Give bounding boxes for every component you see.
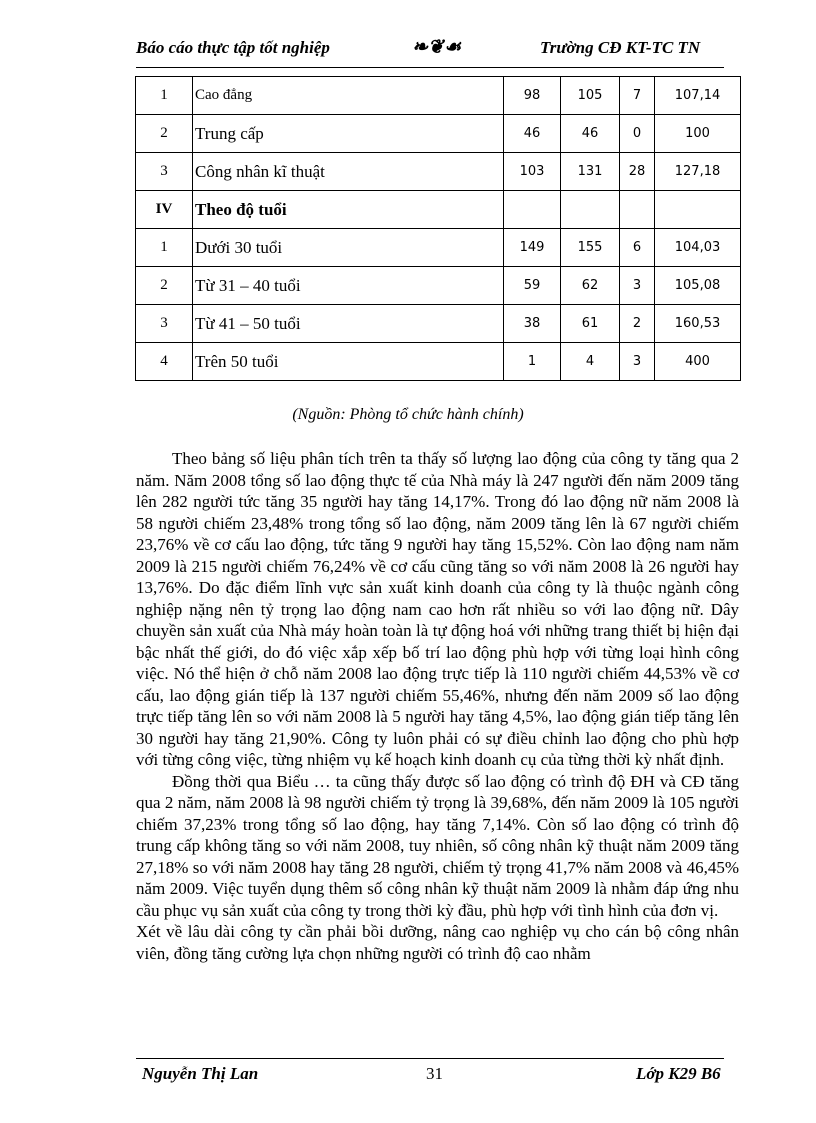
value-2009: 62	[561, 267, 620, 305]
value-2008: 46	[504, 115, 561, 153]
table-row	[136, 77, 741, 115]
footer-author: Nguyễn Thị Lan	[142, 1064, 259, 1083]
value-percent: 107,14	[655, 77, 741, 115]
value-percent: 100	[655, 115, 741, 153]
row-label: Cao đẳng	[193, 77, 504, 115]
row-label: Dưới 30 tuổi	[193, 229, 504, 267]
row-number: 2	[136, 115, 193, 153]
footer-divider	[136, 1058, 724, 1059]
value-difference: 0	[620, 115, 655, 153]
value-difference: 2	[620, 305, 655, 343]
value-2008: 38	[504, 305, 561, 343]
value-difference: 6	[620, 229, 655, 267]
row-number: 4	[136, 343, 193, 381]
value-2009: 105	[561, 77, 620, 115]
page-number: 31	[426, 1064, 443, 1083]
section-title: Theo độ tuổi	[193, 191, 504, 229]
page-footer	[136, 1064, 736, 1088]
value-2009: 46	[561, 115, 620, 153]
value-2008: 103	[504, 153, 561, 191]
table-row	[136, 267, 741, 305]
value-difference: 7	[620, 77, 655, 115]
value-difference: 28	[620, 153, 655, 191]
value-2008: 149	[504, 229, 561, 267]
paragraph: Đồng thời qua Biểu … ta cũng thấy được số lao động có trình độ ĐH và CĐ tăng qua 2 năm, năm 2008 là 98 người chiếm tỷ trọng là 39,68%, đến năm 2009 là 105 người chiếm 37,23% trong tổng số lao động, hay tăng 7,14%. Còn số lao động có trình độ trung cấp không tăng so với năm 2008, tuy nhiên, số công nhân kỹ thuật năm 2009 tăng 27,18% so với năm 2008 hay tăng 28 người, chiếm tỷ trọng 41,7% năm 2008 và 46,45% năm 2009. Việc tuyển dụng thêm số công nhân kỹ thuật năm 2009 là nhằm đáp ứng nhu cầu phục vụ sản xuất của công ty trong thời kỳ đầu, phù hợp với tình hình của đơn vị.	[136, 771, 739, 920]
value-2009	[561, 191, 620, 229]
row-number: 1	[136, 229, 193, 267]
value-percent: 400	[655, 343, 741, 381]
table-row	[136, 305, 741, 343]
table-row	[136, 153, 741, 191]
header-divider	[136, 67, 724, 68]
table-row	[136, 115, 741, 153]
value-2009: 61	[561, 305, 620, 343]
page-header	[136, 38, 736, 64]
table-row	[136, 343, 741, 381]
labor-statistics-table	[135, 76, 741, 381]
header-ornament-icon: ❧❦☙	[412, 37, 461, 58]
paragraph: Xét về lâu dài công ty cần phải bồi dưỡng, nâng cao nghiệp vụ cho cán bộ công nhân viên, đồng tăng cường lựa chọn những người có trình độ cao nhằm	[136, 922, 739, 963]
row-number: 3	[136, 305, 193, 343]
row-number: 2	[136, 267, 193, 305]
header-report-title: Báo cáo thực tập tốt nghiệp	[136, 38, 330, 57]
value-difference: 3	[620, 267, 655, 305]
row-label: Từ 41 – 50 tuổi	[193, 305, 504, 343]
table-source-note: (Nguồn: Phòng tổ chức hành chính)	[292, 406, 524, 423]
value-percent: 104,03	[655, 229, 741, 267]
value-2009: 131	[561, 153, 620, 191]
row-label: Trung cấp	[193, 115, 504, 153]
value-2009: 4	[561, 343, 620, 381]
value-percent: 160,53	[655, 305, 741, 343]
table-section-row	[136, 191, 741, 229]
row-label: Trên 50 tuổi	[193, 343, 504, 381]
value-difference	[620, 191, 655, 229]
value-percent: 105,08	[655, 267, 741, 305]
value-difference: 3	[620, 343, 655, 381]
row-number: 3	[136, 153, 193, 191]
value-percent: 127,18	[655, 153, 741, 191]
paragraph: Theo bảng số liệu phân tích trên ta thấy số lượng lao động của công ty tăng qua 2 năm. Năm 2008 tổng số lao động thực tế của Nhà máy là 247 người đến năm 2009 tăng lên 282 người tức tăng 35 người hay tăng 14,17%. Trong đó lao động nữ năm 2008 là 58 người chiếm 23,48% trong tổng số lao động, năm 2009 tăng lên là 67 người chiếm 23,76% về cơ cấu lao động, tức tăng 9 người hay tăng 15,52%. Còn lao động nam năm 2009 là 215 người chiếm 76,24% về cơ cấu cũng tăng so với năm 2008 là 26 người hay 13,76%. Do đặc điểm lĩnh vực sản xuất kinh doanh của công ty là thuộc ngành công nghiệp nặng nên tỷ trọng lao động nam cao hơn rất nhiều so với lao động nữ. Dây chuyền sản xuất của Nhà máy hoàn toàn là tự động hoá với những trang thiết bị hiện đại bậc nhất thế giới, do đó việc xắp xếp bố trí lao động phù hợp với từng loại hình công việc. Nó thể hiện ở chỗ năm 2008 lao động trực tiếp là 110 người chiếm 44,53% về cơ cấu, lao động gián tiếp là 137 người chiếm 55,46%, nhưng đến năm 2009 số lao động trực tiếp tăng lên so với năm 2008 là 5 người hay tăng 4,5%, lao động gián tiếp tăng lên 30 người hay tăng 21,90%. Công ty luôn phải có sự điều chỉnh lao động cho phù hợp với từng công việc, từng nhiệm vụ kế hoạch kinh doanh cụ của từng thời kỳ nhất định.	[136, 449, 739, 769]
row-number: 1	[136, 77, 193, 115]
header-school-name: Trường CĐ KT-TC TN	[540, 38, 701, 57]
value-2008: 98	[504, 77, 561, 115]
body-text	[136, 448, 739, 964]
section-number: IV	[136, 191, 193, 229]
value-2008	[504, 191, 561, 229]
footer-class: Lớp K29 B6	[636, 1064, 721, 1083]
row-label: Công nhân kĩ thuật	[193, 153, 504, 191]
value-2008: 59	[504, 267, 561, 305]
value-2008: 1	[504, 343, 561, 381]
value-percent	[655, 191, 741, 229]
row-label: Từ 31 – 40 tuổi	[193, 267, 504, 305]
value-2009: 155	[561, 229, 620, 267]
table-row	[136, 229, 741, 267]
